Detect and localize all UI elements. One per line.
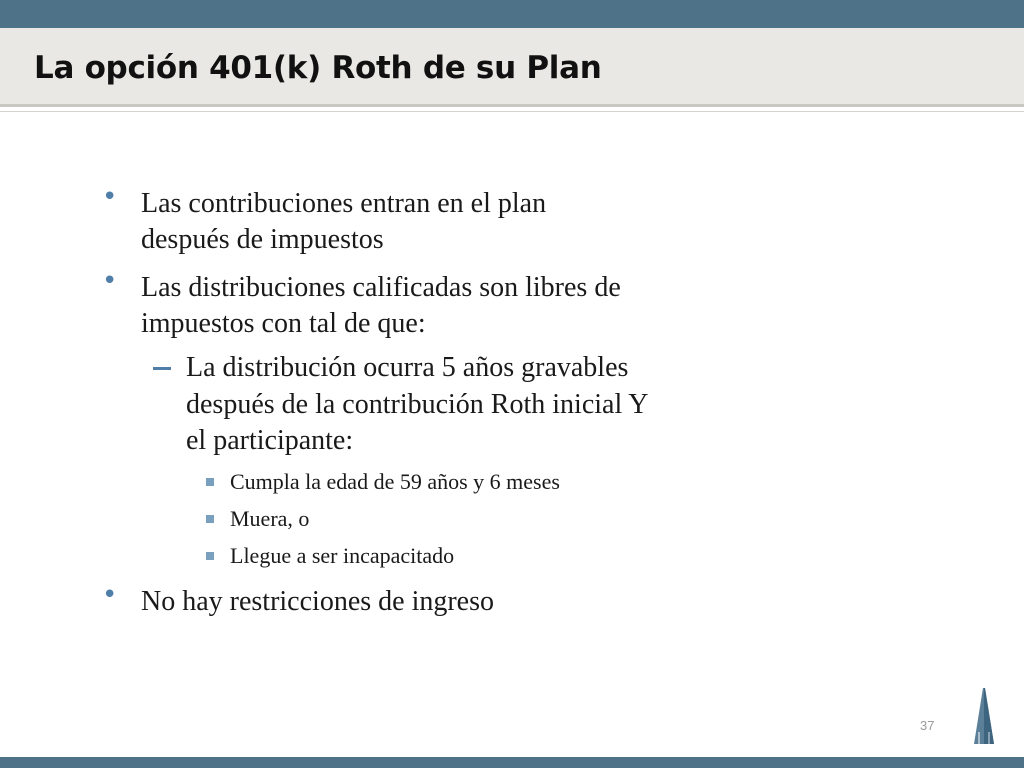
title-divider: [0, 104, 1024, 107]
square-bullet-icon: [206, 478, 214, 486]
pyramid-building-logo-icon: [972, 688, 998, 746]
page-number: 37: [920, 718, 935, 733]
sub-sub-bullet-2-text: Muera, o: [230, 506, 310, 531]
bottom-bar: [0, 757, 1024, 768]
sub-bullet-1-line-3: el participante:: [186, 425, 354, 456]
bullet-dot-icon: •: [102, 182, 118, 212]
dash-icon: [153, 367, 171, 370]
bullet-1-line-2: después de impuestos: [141, 224, 384, 255]
bullet-1-line-1: Las contribuciones entran en el plan: [141, 188, 547, 219]
sub-bullet-1-line-1: La distribución ocurra 5 años gravables: [186, 352, 629, 383]
bullet-dot-icon: •: [102, 266, 118, 296]
square-bullet-icon: [206, 552, 214, 560]
sub-bullet-1-line-2: después de la contribución Roth inicial Y: [186, 389, 649, 420]
square-bullet-icon: [206, 515, 214, 523]
sub-sub-bullet-3-text: Llegue a ser incapacitado: [230, 543, 455, 568]
bullet-3-line-1: No hay restricciones de ingreso: [141, 586, 494, 617]
title-divider-thin: [0, 111, 1024, 112]
bullet-dot-icon: •: [102, 580, 118, 610]
top-bar: [0, 0, 1024, 28]
slide-title: La opción 401(k) Roth de su Plan: [34, 50, 602, 86]
sub-sub-bullet-1-text: Cumpla la edad de 59 años y 6 meses: [230, 469, 560, 494]
bullet-2-line-2: impuestos con tal de que:: [141, 308, 426, 339]
bullet-2-line-1: Las distribuciones calificadas son libres de: [141, 272, 621, 303]
